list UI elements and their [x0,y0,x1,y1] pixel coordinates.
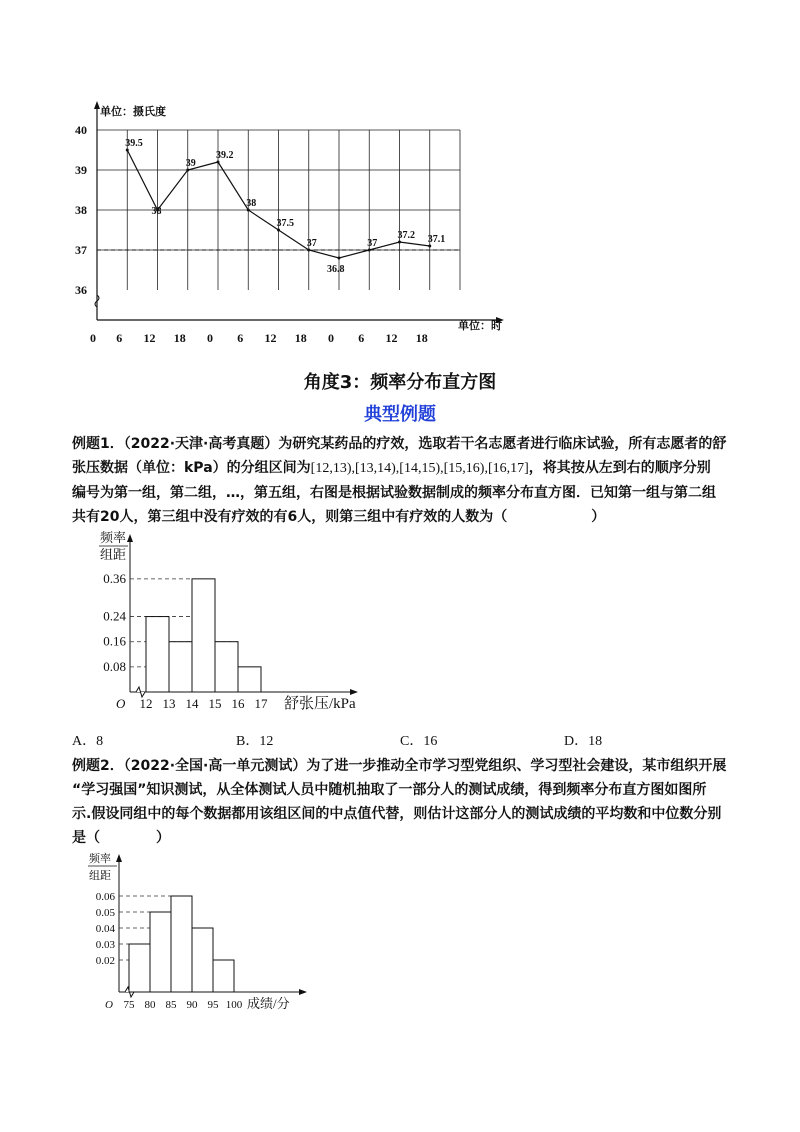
histogram-bar [192,928,213,992]
x-axis-label: 单位：时 [458,319,502,332]
data-label: 36.8 [327,264,345,275]
y-tick-label: 36 [75,283,87,297]
example-1-line-2: 张压数据（单位：kPa）的分组区间为[12,13),[13,14),[14,15),[15,16),[16,17]，将其按从左到右的顺序分别 [72,460,711,476]
x-tick-label: 80 [144,999,156,1011]
x-tick-label: 16 [231,696,245,711]
test-score-histogram [75,853,315,1018]
y-tick-label: 39 [75,163,87,177]
x-tick-label: 12 [385,331,398,345]
data-label: 37.5 [276,218,294,229]
x-tick-label: 6 [237,331,244,345]
y-tick-label: 0.08 [103,658,126,674]
y-tick-label: 38 [75,203,87,217]
x-axis-arrow [299,989,307,995]
x-tick-label: 15 [208,696,222,711]
y-label-bottom: 组距 [100,547,127,562]
subtitle: 典型例题 [364,404,436,425]
data-label: 39 [185,158,196,169]
example-2-line-1: 例题2．（2022·全国·高一单元测试）为了进一步推动全市学习型党组织、学习型社会建设，某市组织开展 [72,758,727,774]
y-tick-label: 0.36 [103,570,126,586]
x-axis-label: 成绩/分 [247,996,290,1011]
origin-label: O [105,999,113,1011]
x-axis-label: 舒张压/kPa [284,696,356,712]
x-tick-label: 6 [358,331,365,345]
histogram-bar [146,617,169,692]
histogram-bar [238,667,261,692]
histogram-bar [169,642,192,692]
data-label: 37.2 [397,230,415,241]
y-label-bottom: 组距 [89,870,111,882]
histogram-bar [215,642,238,692]
y-tick-label: 37 [75,243,87,257]
histogram-content [99,530,358,712]
example-2-text [72,754,738,850]
y-axis-arrow [127,534,133,542]
x-tick-label: 90 [186,999,198,1011]
blood-pressure-histogram [60,530,380,718]
choice-d[interactable]: D．18 [564,734,603,749]
x-tick-label: 18 [294,331,307,345]
x-tick-label: 100 [225,999,243,1011]
example-1-line-4: 共有20人，第三组中没有疗效的有6人，则第三组中有疗效的人数为（ ） [72,509,606,525]
data-point [338,257,341,260]
data-series [125,138,445,275]
x-tick-label: 6 [116,331,123,345]
x-tick-label: 12 [264,331,277,345]
histogram-bar [192,579,215,692]
y-tick-label: 0.05 [95,907,115,919]
example-1-line-3: 编号为第一组，第二组，…，第五组，右图是根据试验数据制成的频率分布直方图．已知第一组与第二组 [72,485,716,501]
x-tick-label: 0 [328,331,334,345]
example-2-line-4: 是（ ） [72,830,170,846]
data-label: 37.1 [427,234,446,245]
x-tick-label: 0 [90,331,96,345]
histogram-content [88,851,307,1011]
y-tick-label: 0.03 [95,939,115,951]
y-tick-label: 0.04 [95,923,115,935]
choice-c[interactable]: C．16 [400,734,438,749]
choice-b[interactable]: B．12 [236,734,274,749]
data-label: 39.2 [216,150,234,161]
x-tick-label: 13 [162,696,176,711]
data-label: 38 [246,198,257,209]
x-tick-label: 18 [173,331,186,345]
origin-label: O [116,696,126,711]
y-axis-label: 单位：摄氏度 [100,105,166,118]
x-tick-label: 12 [139,696,153,711]
temperature-line-chart [60,95,540,345]
data-label: 39.5 [125,138,143,149]
x-tick-label: 12 [143,331,156,345]
example-2-line-2: “学习强国”知识测试，从全体测试人员中随机抽取了一部分人的测试成绩，得到频率分布直方图如图所 [72,782,707,798]
data-label: 37 [367,238,378,249]
y-tick-label: 0.24 [103,608,126,624]
y-tick-label: 0.16 [103,633,126,649]
x-tick-label: 75 [123,999,135,1011]
y-tick-label: 40 [75,123,87,137]
x-axis-arrow [350,689,358,695]
histogram-bar [150,912,171,992]
y-axis-arrow [116,854,122,862]
choice-a[interactable]: A．8 [72,734,104,749]
section-title: 角度3：频率分布直方图 [303,372,497,393]
y-label-top: 频率 [100,530,127,545]
x-tick-label: 0 [207,331,213,345]
example-2-line-3: 示.假设同组中的每个数据都用该组区间的中点值代替，则估计这部分人的测试成绩的平均数和中位数分别 [72,806,722,822]
example-1-text [72,432,738,529]
x-tick-label: 17 [254,696,268,711]
x-tick-label: 95 [207,999,219,1011]
x-tick-label: 18 [415,331,428,345]
data-label: 38 [151,206,162,217]
histogram-bar [129,944,150,992]
example-1-line-1: 例题1．（2022·天津·高考真题）为研究某药品的疗效，选取若干名志愿者进行临床试验，所有志愿者的舒 [72,436,727,452]
histogram-bar [171,896,192,992]
tick-labels [75,123,428,345]
y-tick-label: 0.06 [95,891,115,903]
x-tick-label: 14 [185,696,199,711]
y-tick-label: 0.02 [95,955,115,967]
data-label: 37 [306,238,317,249]
histogram-bar [213,960,234,992]
y-label-top: 频率 [89,853,111,865]
x-tick-label: 85 [165,999,177,1011]
